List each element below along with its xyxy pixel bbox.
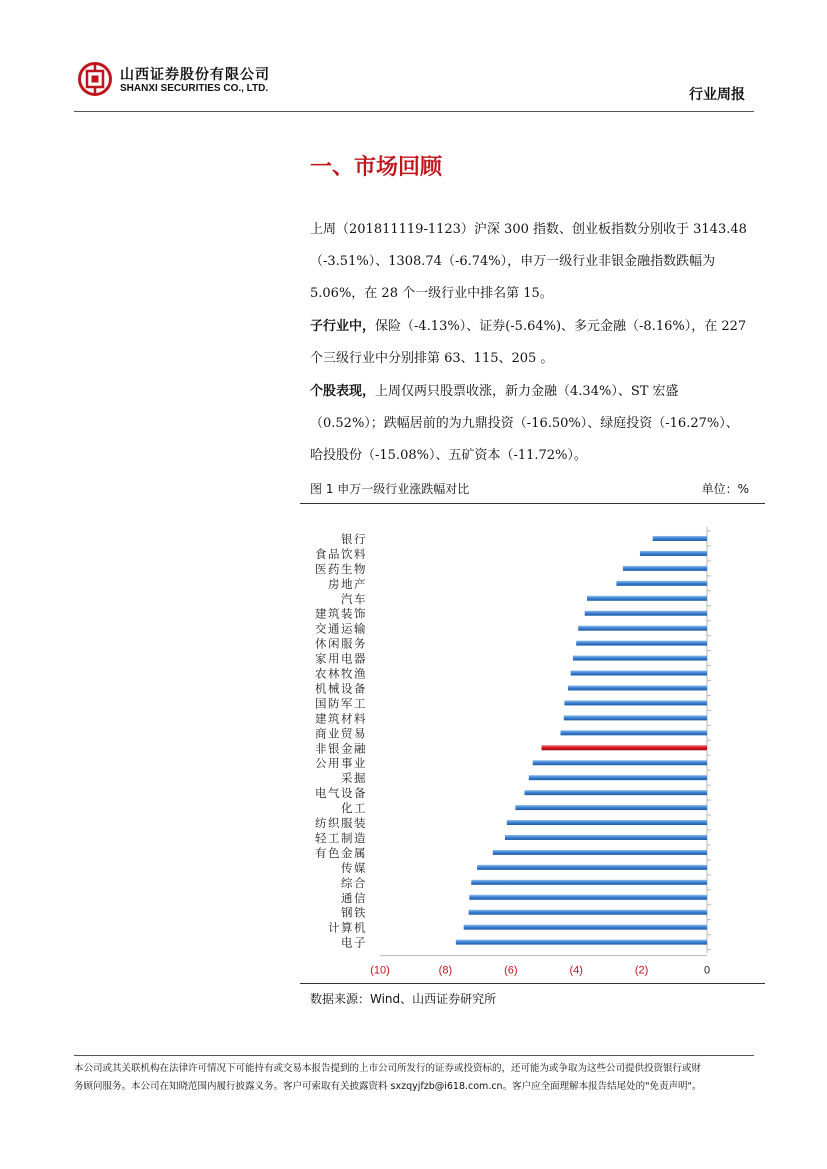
- footer-disclaimer: [74, 1060, 764, 1096]
- chart-bar: [507, 820, 707, 825]
- chart-bar-highlight: [542, 745, 707, 750]
- chart-x-tick-label: (10): [370, 964, 390, 977]
- figure-bottom-divider: [300, 983, 765, 984]
- chart-bar: [493, 850, 707, 855]
- paragraph-sub-industry: [310, 311, 750, 375]
- company-name-cn: 山西证券股份有限公司: [120, 67, 270, 83]
- chart-category-label: 钢铁: [341, 905, 367, 920]
- chart-bar: [533, 760, 707, 765]
- chart-x-tick-label: (2): [634, 964, 649, 977]
- chart-bar: [578, 626, 707, 631]
- company-logo-icon: [78, 62, 112, 96]
- header-divider: [74, 111, 754, 112]
- chart-category-label: 家用电器: [315, 651, 367, 666]
- chart-x-tick-label: (4): [569, 964, 583, 977]
- figure-top-divider: [300, 503, 765, 504]
- chart-category-label: 电气设备: [315, 786, 367, 801]
- paragraph-market-overview: 上周（201811119-1123）沪深 300 指数、创业板指数分别收于 3143.48（-3.51%）、1308.74（-6.74%），申万一级行业非银金融指数跌幅为 5.06%，在 28 个一级行业中排名第 15。: [310, 222, 747, 301]
- chart-bar: [571, 671, 707, 676]
- chart-category-label: 交通运输: [315, 621, 367, 636]
- chart-bar: [568, 685, 707, 690]
- stock-performance-label: 个股表现，: [310, 384, 376, 399]
- figure-source: 数据来源：Wind、山西证券研究所: [310, 992, 497, 1006]
- report-type: 行业周报: [689, 87, 745, 103]
- chart-x-tick-label: (8): [438, 964, 453, 977]
- figure-caption: 图 1 申万一级行业涨跌幅对比: [310, 482, 470, 496]
- chart-bar: [505, 835, 707, 840]
- industry-change-bar-chart: [300, 510, 765, 980]
- chart-category-label: 化工: [341, 801, 367, 816]
- chart-category-label: 农林牧渔: [315, 666, 367, 681]
- chart-bar: [564, 715, 707, 720]
- chart-bar: [585, 611, 707, 616]
- chart-bar: [587, 596, 707, 601]
- chart-bar: [469, 910, 707, 915]
- chart-bar: [525, 790, 707, 795]
- chart-bar: [456, 940, 707, 945]
- chart-category-label: 休闲服务: [315, 636, 367, 651]
- chart-bar: [616, 581, 707, 586]
- chart-category-label: 公用事业: [315, 756, 367, 771]
- chart-category-label: 建筑装饰: [315, 606, 367, 621]
- chart-category-label: 国防军工: [315, 696, 367, 711]
- chart-bar: [469, 895, 707, 900]
- chart-category-label: 机械设备: [315, 681, 367, 696]
- figure-unit: 单位：%: [701, 482, 749, 496]
- chart-category-label: 建筑材料: [315, 711, 367, 726]
- chart-category-label: 计算机: [328, 920, 367, 935]
- chart-bar: [515, 805, 707, 810]
- footer-line-2: 务顾问服务。本公司在知晓范围内履行披露义务。客户可索取有关披露资料 sxzqyjfzb@i618.com.cn。客户应全面理解本报告结尾处的"免责声明"。: [74, 1081, 702, 1092]
- chart-category-label: 传媒: [341, 860, 367, 875]
- chart-x-tick-label: (6): [504, 964, 518, 977]
- chart-x-tick-label: 0: [703, 964, 711, 977]
- sub-industry-label: 子行业中，: [310, 319, 376, 334]
- chart-category-label: 通信: [341, 890, 367, 905]
- stock-performance-text: 上周仅两只股票收涨，新力金融（4.34%）、ST 宏盛（0.52%）；跌幅居前的为九鼎投资（-16.50%）、绿庭投资（-16.27%）、哈投股份（-15.08%）、五矿资本（-11.72%）。: [310, 384, 739, 463]
- chart-bar: [561, 730, 707, 735]
- chart-category-label: 电子: [341, 935, 367, 950]
- chart-bar: [477, 865, 707, 870]
- chart-bar: [573, 656, 707, 661]
- chart-category-label: 医药生物: [315, 561, 367, 576]
- paragraph-stock-performance: [310, 376, 750, 472]
- chart-bar: [471, 880, 707, 885]
- chart-category-label: 商业贸易: [315, 726, 367, 741]
- chart-bar: [464, 925, 707, 930]
- chart-category-label: 银行: [341, 531, 367, 546]
- chart-bar: [529, 775, 707, 780]
- chart-category-label: 非银金融: [315, 741, 367, 756]
- chart-category-label: 纺织服装: [315, 816, 367, 831]
- chart-category-label: 汽车: [341, 591, 367, 606]
- company-name-en: SHANXI SECURITIES CO., LTD.: [120, 83, 269, 94]
- chart-bar: [640, 551, 707, 556]
- chart-category-label: 食品饮料: [315, 546, 367, 561]
- section-title: 一、市场回顾: [310, 155, 443, 180]
- page-header: [0, 0, 827, 115]
- chart-bar: [623, 566, 707, 571]
- chart-bar: [564, 700, 707, 705]
- chart-category-label: 房地产: [328, 576, 367, 591]
- chart-category-label: 采掘: [341, 771, 367, 786]
- chart-bar: [576, 641, 707, 646]
- sub-industry-text: 保险（-4.13%）、证券(-5.64%)、多元金融（-8.16%），在 227 个三级行业中分别排第 63、115、205 。: [310, 319, 747, 366]
- footer-line-1: 本公司或其关联机构在法律许可情况下可能持有或交易本报告提到的上市公司所发行的证券或投资标的，还可能为或争取为这些公司提供投资银行或财: [74, 1063, 702, 1074]
- chart-bar: [653, 536, 707, 541]
- footer-divider: [74, 1055, 754, 1056]
- chart-category-label: 有色金属: [315, 845, 367, 860]
- chart-category-label: 轻工制造: [315, 830, 367, 845]
- chart-category-label: 综合: [341, 875, 367, 890]
